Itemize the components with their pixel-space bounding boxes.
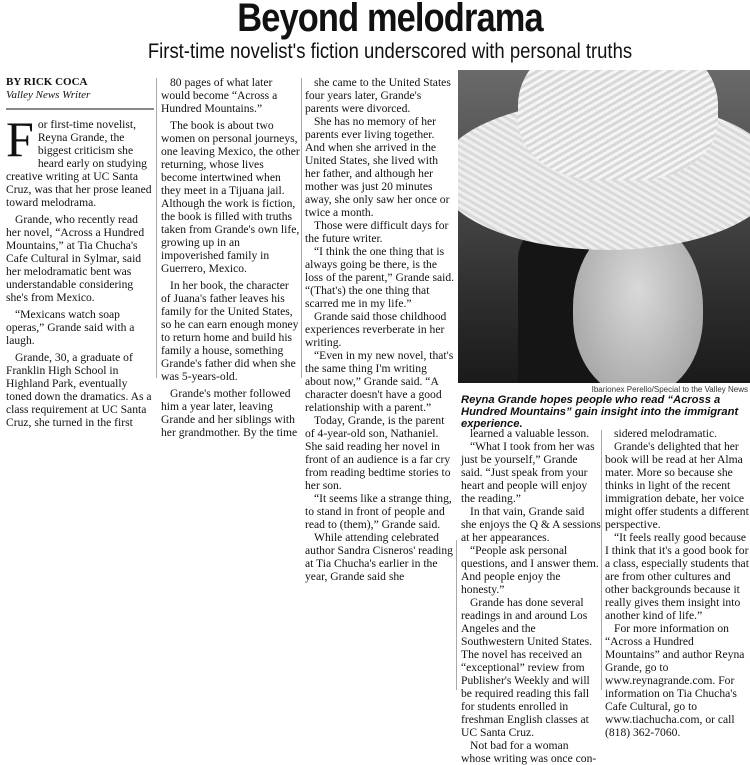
- paragraph-text: “Even in my new novel, that's the same thing I'm writing about now,” Grande said. “A character doesn't have a good relationship with a parent.”: [305, 349, 454, 414]
- photo-caption: Reyna Grande hopes people who read “Across a Hundred Mountains” gain insight into the immigrant experience.: [461, 394, 739, 430]
- column-divider: [301, 78, 302, 378]
- article-paragraph: [6, 351, 154, 429]
- column-divider: [156, 78, 157, 378]
- paragraph-text: Not bad for a woman whose writing was once con-: [461, 739, 597, 765]
- article-paragraph: [461, 544, 601, 596]
- drop-cap: F: [6, 111, 34, 167]
- article-column-5: [605, 427, 750, 739]
- subheadline: First-time novelist's fiction underscored with personal truths: [147, 40, 633, 63]
- article-paragraph: [6, 308, 154, 347]
- paragraph-text: or first-time novelist, Reyna Grande, the biggest criticism she heard early on studying creative writing at UC Santa Cruz, was that her prose leaned toward melodrama.: [6, 118, 152, 209]
- paragraph-text: learned a valuable lesson.: [470, 427, 590, 440]
- paragraph-text: While attending celebrated author Sandra Cisneros' reading at Tia Chucha's earlier in the year, Grande said she: [305, 531, 453, 583]
- article-column-2: [161, 76, 300, 439]
- column-divider: [601, 430, 602, 690]
- paragraph-text: sidered melodramatic.: [614, 427, 718, 440]
- paragraph-text: Grande has done several readings in and around Los Angeles and the Southwestern United States. The novel has received an “exceptional” review from Publisher's Weekly and will be required reading this fall for students enrolled in freshman English classes at UC Santa Cruz.: [461, 596, 593, 739]
- article-paragraph: [461, 427, 601, 440]
- article-column-1: [6, 76, 154, 429]
- byline-role: Valley News Writer: [6, 89, 91, 101]
- article-paragraph: [305, 245, 455, 310]
- article-paragraph: [6, 213, 154, 304]
- paragraph-text: Grande, who recently read her novel, “Across a Hundred Mountains,” at Tia Chucha's Cafe Cultural in Sylmar, said her melodramatic bent was understandable considering she's from Mexico.: [6, 213, 145, 304]
- paragraph-text: she came to the United States four years later, Grande's parents were divorced.: [305, 76, 451, 115]
- paragraph-text: Those were difficult days for the future writer.: [305, 219, 449, 245]
- paragraph-text: For more information on “Across a Hundred Mountains” and author Reyna Grande, go to www.reynagrande.com. For information on Tia Chucha's Cafe Cultural, go to www.tiachucha.com, or call (818) 362-7060.: [605, 622, 745, 739]
- paragraph-text: 80 pages of what later would become “Across a Hundred Mountains.”: [161, 76, 278, 115]
- article-paragraph: [305, 310, 455, 349]
- article-paragraph: [461, 739, 601, 765]
- paragraph-text: “Mexicans watch soap operas,” Grande said with a laugh.: [6, 308, 135, 347]
- paragraph-text: Grande, 30, a graduate of Franklin High School in Highland Park, eventually toned down the dramatics. As a class requirement at UC Santa Cruz, she turned in the first: [6, 351, 152, 429]
- article-paragraph: [161, 76, 300, 115]
- article-paragraph: [461, 505, 601, 544]
- article-paragraph: [305, 531, 455, 583]
- byline: BY RICK COCA: [6, 76, 88, 88]
- article-column-4: [461, 427, 601, 765]
- paragraph-text: Grande's mother followed him a year later, leaving Grande and her siblings with her grandmother. By the time: [161, 387, 298, 439]
- paragraph-text: “People ask personal questions, and I answer them. And people enjoy the honesty.”: [461, 544, 599, 596]
- article-paragraph: [305, 76, 455, 115]
- paragraph-text: The book is about two women on personal journeys, one leaving Mexico, the other returning, whose lives become intertwined when they meet in a Tijuana jail. Although the work is fiction, the book is filled with truths taken from Grande's own life, growing up in an impoverished family in Guerrero, Mexico.: [161, 119, 300, 275]
- paragraph-text: “I think the one thing that is always going be there, is the loss of the parent,” Grande said. “(That's) the one thing that scarred me in my life.”: [305, 245, 455, 310]
- paragraph-text: “It feels really good because I think that it's a good book for a class, especially students that are from other cultures and other backgrounds because it really gives them insight into another kind of life.”: [605, 531, 749, 622]
- article-paragraph: [305, 492, 455, 531]
- column-divider: [456, 540, 457, 690]
- article-paragraph: [305, 349, 455, 414]
- article-paragraph: [161, 279, 300, 383]
- paragraph-text: She has no memory of her parents ever living together. And when she arrived in the United States, she lived with her father, and although her mother was just 20 minutes away, she only saw her once or twice a month.: [305, 115, 450, 219]
- paragraph-text: “It seems like a strange thing, to stand in front of people and read to (them),” Grande said.: [305, 492, 452, 531]
- article-paragraph: [461, 440, 601, 505]
- article-paragraph: [605, 427, 750, 440]
- paragraph-text: Today, Grande, is the parent of 4-year-old son, Nathaniel. She said reading her novel in front of an audience is a far cry from reading bedtime stories to her son.: [305, 414, 451, 492]
- article-column-3: [305, 76, 455, 583]
- article-paragraph: [305, 414, 455, 492]
- article-paragraph: [161, 119, 300, 275]
- paragraph-text: In that vain, Grande said she enjoys the Q & A sessions at her appearances.: [461, 505, 601, 544]
- paragraph-text: Grande's delighted that her book will be read at her Alma mater. More so because she thinks in light of the recent immigration debate, her voice might offer students a different perspective.: [605, 440, 749, 531]
- paragraph-text: In her book, the character of Juana's father leaves his family for the United States, so he can earn enough money to return home and build his family a house, something Grande's father did when she was 5-years-old.: [161, 279, 299, 383]
- divider: [6, 108, 154, 110]
- article-paragraph: [161, 387, 300, 439]
- article-paragraph: [305, 219, 455, 245]
- paragraph-text: Grande said those childhood experiences reverberate in her writing.: [305, 310, 447, 349]
- article-paragraph: [605, 622, 750, 739]
- article-paragraph: [6, 111, 154, 209]
- paragraph-text: “What I took from her was just be yourself,” Grande said. “Just speak from your heart and people will enjoy the reading.”: [461, 440, 595, 505]
- photo-reyna-grande: [458, 70, 750, 383]
- article-paragraph: [605, 440, 750, 531]
- headline: Beyond melodrama: [237, 0, 543, 40]
- article-paragraph: [305, 115, 455, 219]
- article-paragraph: [461, 596, 601, 739]
- photo-credit: Ibarionex Perello/Special to the Valley News: [591, 385, 748, 394]
- article-paragraph: [605, 531, 750, 622]
